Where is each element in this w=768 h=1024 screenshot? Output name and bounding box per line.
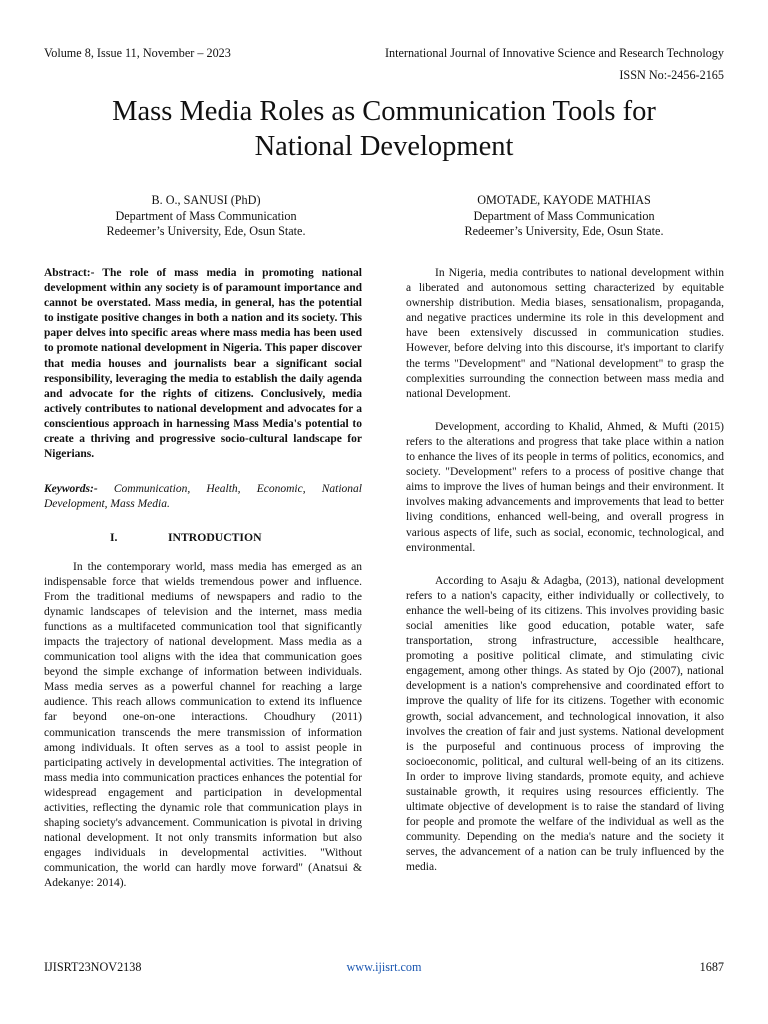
body-paragraph: According to Asaju & Adagba, (2013), national development refers to a nation's capacity, either individually or collectively, to enhance the well-being of its citizens. This involves providing basic social amenities like good education, potable water, safe transportation, strong infrastructure, accessible healthcare, promoting a positive political climate, and stimulating civic engagement, among other things. As stated by Ojo (2007), national development is a nation's comprehensive and coordinated effort to improve the quality of life for its citizens. Together with economic growth, social advancement, and technological innovation, it also involves the creation of fair and just systems. National development is the purposeful and continuous process of improving the socioeconomic, political, and cultural well-being of an its citizens. In order to improve living standards, promote equity, and achieve sustainable growth, it requires using resources efficiently. The ultimate objective of development is to raise the standard of living for people and promote the welfare of the individual as well as the community. Depending on the media's nature and the society it serves, the advancement of a nation can be truly influenced by the media. [406,574,724,874]
body-paragraph: Development, according to Khalid, Ahmed, & Mufti (2015) refers to the alterations and progress that take place within a nation to enhance the lives of its people in terms of politics, economics, and society. "Development" refers to a process of positive change that aims to improve the lives of human beings and their environment. It involves making advancements and improvements that lead to better living conditions, enhanced well-being, and overall progress in various aspects of life, such as social, economic, technological, and environmental. [406,420,724,554]
section-number: I. [110,531,118,545]
page-number: 1687 [699,960,724,974]
journal-name: International Journal of Innovative Science and Research Technology [384,46,724,60]
author-name: OMOTADE, KAYODE MATHIAS [477,193,651,207]
keywords-label: Keywords:- [44,483,98,496]
author-name: B. O., SANUSI (PhD) [151,193,261,207]
paper-id: IJISRT23NOV2138 [44,960,142,974]
volume-issue: Volume 8, Issue 11, November – 2023 [44,46,231,60]
abstract: Abstract:- The role of mass media in promoting national development within any society is of paramount importance and cannot be overstated. Mass media, in general, has the potential to instigate positive changes in both a nation and its society. This paper delves into specific areas where mass media has been used to promote national development in Nigeria. This paper discover that media houses and journalists bear a significant social responsibility, leveraging the media to establish the daily agenda and advocate for the rights of citizens. Conclusively, media actively contributes to national development and advocates for a conscientious approach in harnessing Mass Media's potential to create a thriving and progressive socio-cultural landscape for Nigerians. [44,267,362,461]
section-title: INTRODUCTION [168,531,262,545]
paper-title: Mass Media Roles as Communication Tools for National Development [112,96,656,162]
journal-website-link[interactable]: www.ijisrt.com [346,960,422,974]
section-heading [44,530,362,545]
issn-number: ISSN No:-2456-2165 [619,68,724,82]
intro-paragraph: In the contemporary world, mass media has emerged as an indispensable force that wields tremendous power and influence. From the traditional mediums of newspapers and radio to the dynamic landscapes of television and the internet, mass media functions as a multifaceted communication tool that significantly impacts the trajectory of national development. Mass media as a communication tool aligns with the idea that communication goes beyond the simple exchange of information between individuals. Mass media serves as a powerful channel for reaching a large audience. This reach allows communication to extend its influence far beyond one-on-one interactions. Choudhury (2011) communication transcends the mere transmission of information among individuals. It often serves as a tool to assist people in participating actively in developmental activities. The integration of mass media into communication practices enhances the potential for widespread engagement and participation in developmental activities, reflecting the dynamic role that communication plays in shaping society's advancement. Communication is pivotal in driving national development. It not only transmits information but also engages individuals in developmental activities. "Without communication, the world can hardly move forward" (Anatsui & Adekanye: 2014). [44,560,362,890]
author-block-1 [56,193,356,240]
author-department: Department of Mass Communication [473,208,655,223]
author-department: Department of Mass Communication [115,208,297,223]
left-column [44,266,362,892]
keywords [44,482,362,512]
author-affiliation: Redeemer’s University, Ede, Osun State. [106,224,306,238]
author-block-2 [414,193,714,240]
right-column [406,266,724,876]
body-paragraph: In Nigeria, media contributes to national development within a liberated and autonomous setting characterized by equitable ownership distribution. Media biases, sensationalism, propaganda, and negative practices undermine its role in this development and have been extensively discussed in communication studies. However, before delving into this discourse, it's important to clarify the terms "Development" and "National development" to grasp the complexities surrounding the connection between mass media and national Development. [406,267,724,400]
keywords-text: Communication, Health, Economic, National Development, Mass Media. [44,483,362,511]
author-affiliation: Redeemer’s University, Ede, Osun State. [464,224,664,238]
